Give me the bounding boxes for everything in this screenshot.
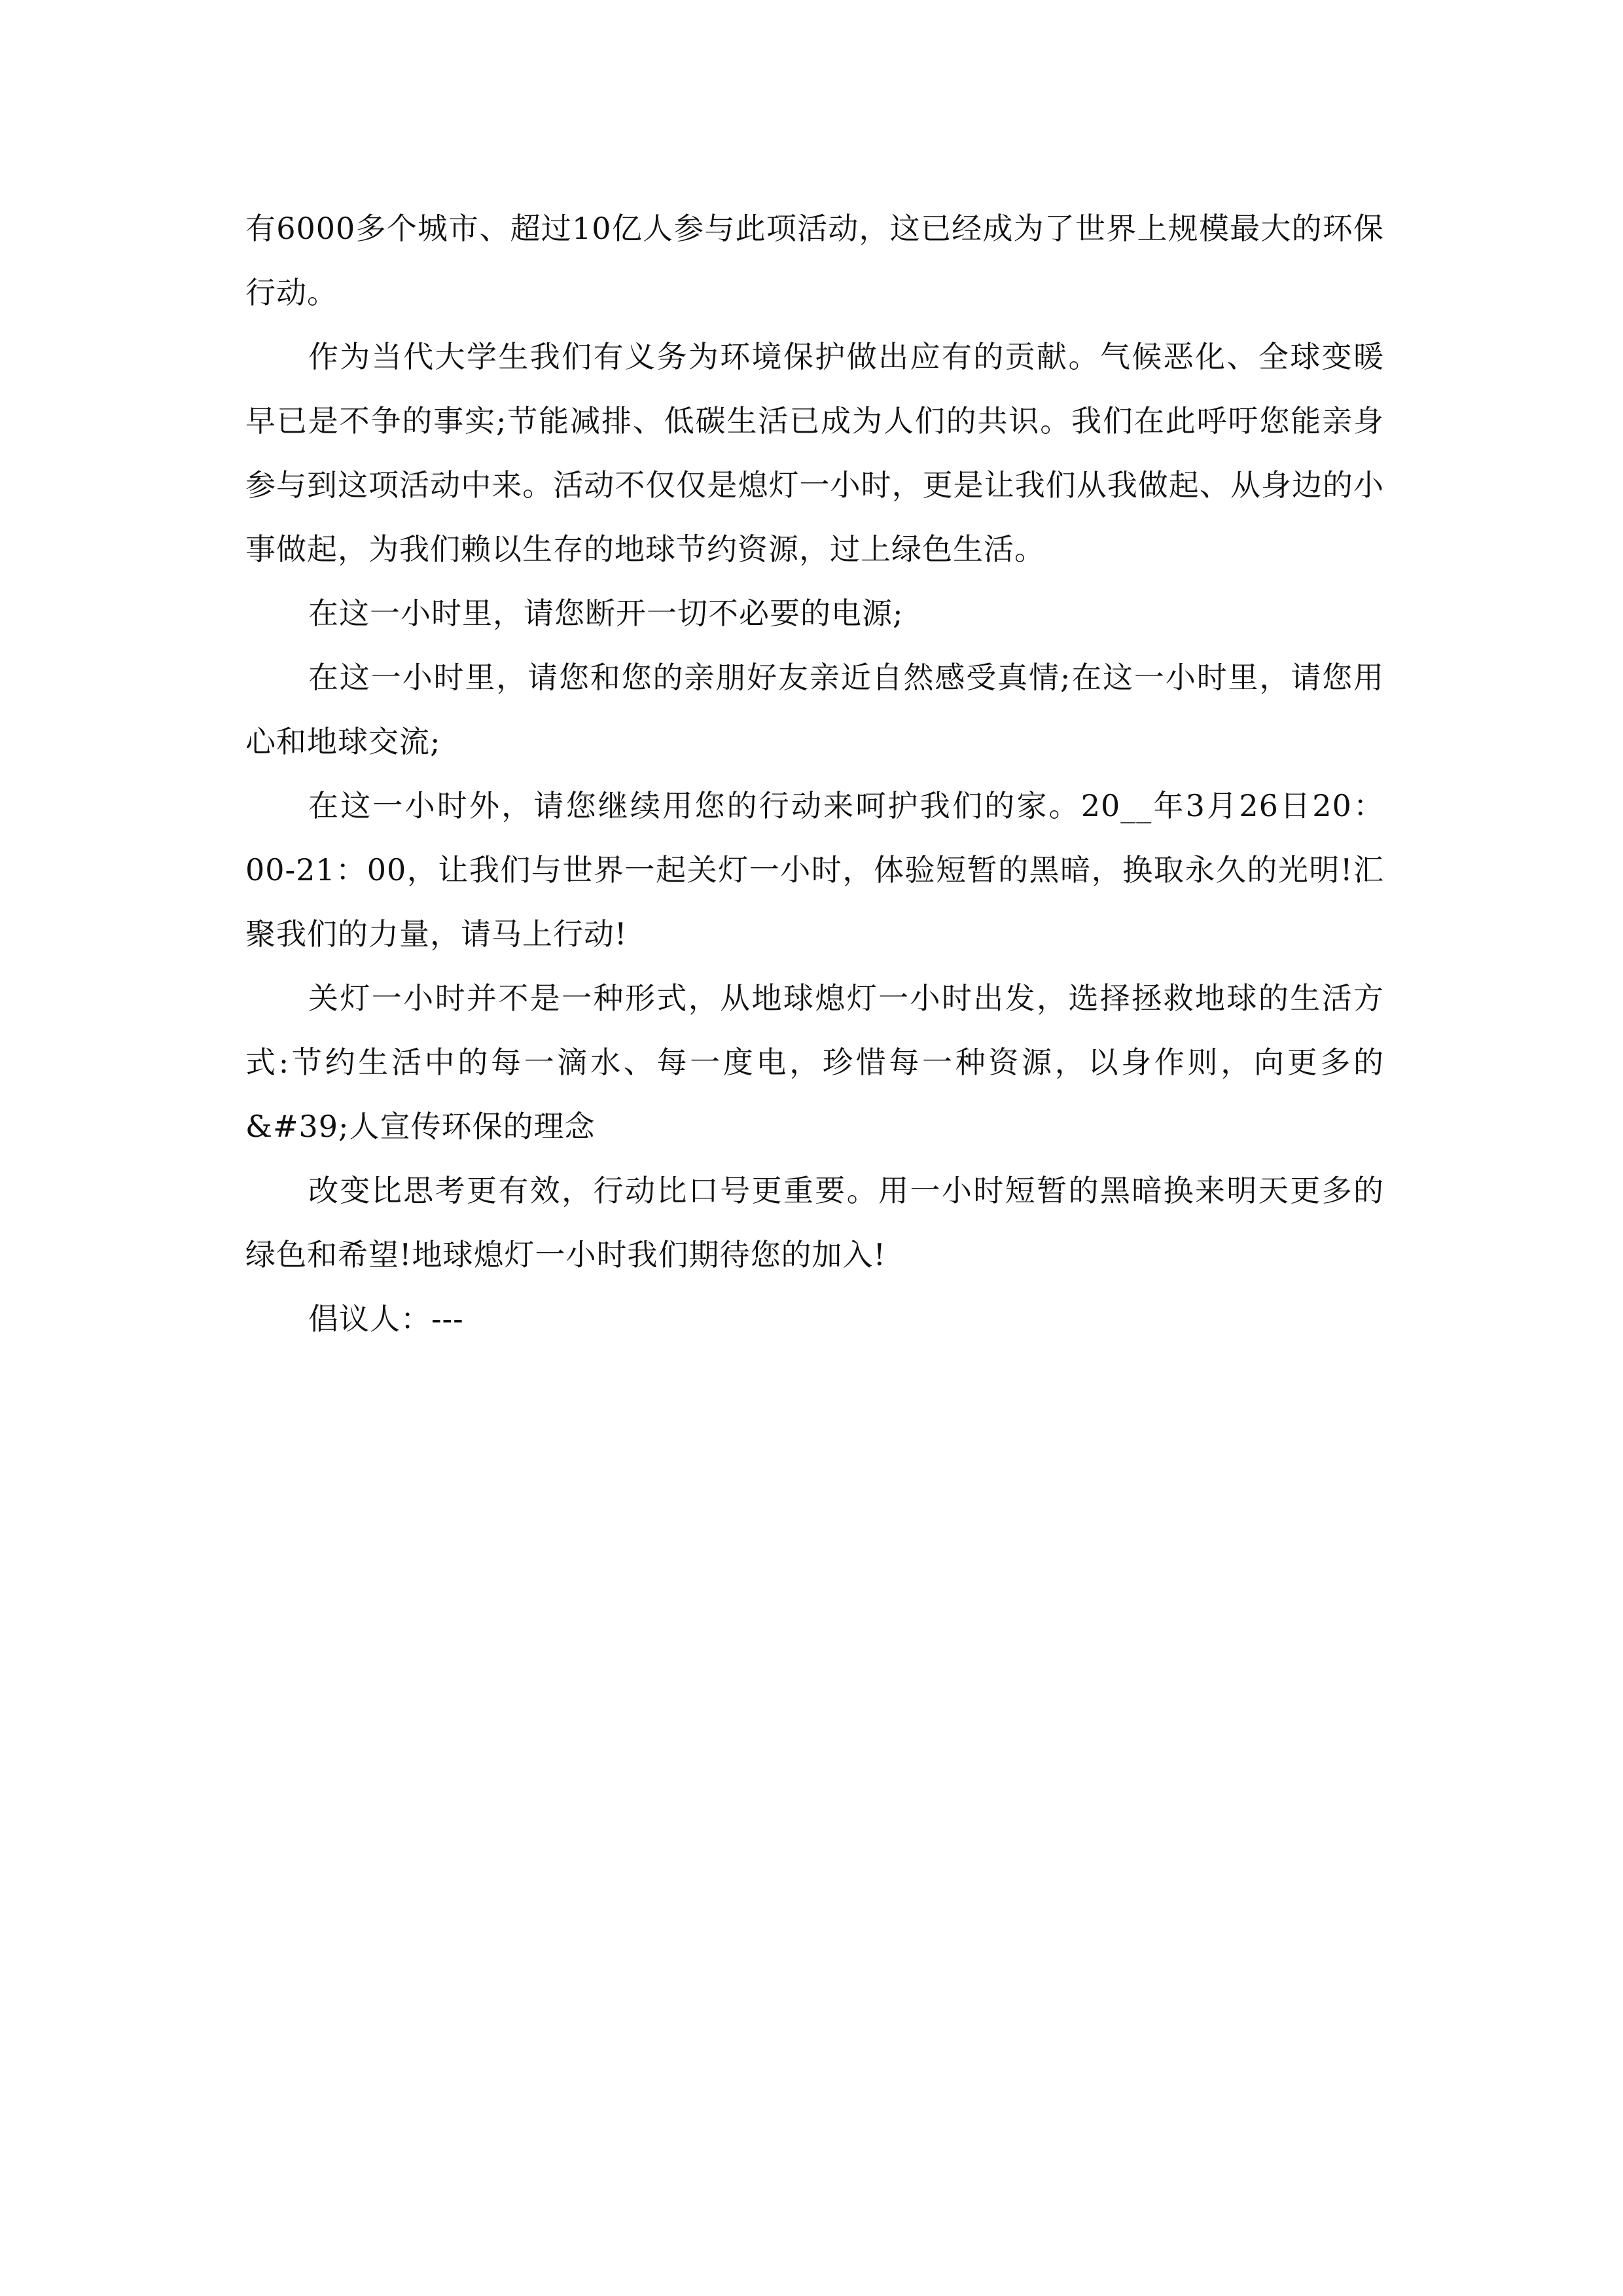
paragraph-change: 改变比思考更有效，行动比口号更重要。用一小时短暂的黑暗换来明天更多的绿色和希望!地球熄灯一小时我们期待您的加入! <box>245 1173 1384 1272</box>
paragraph-student-duty: 作为当代大学生我们有义务为环境保护做出应有的贡献。气候恶化、全球变暖早已是不争的事实;节能减排、低碳生活已成为人们的共识。我们在此呼吁您能亲身参与到这项活动中来。活动不仅仅是熄灯一小时，更是让我们从我做起、从身边的小事做起，为我们赖以生存的地球节约资源，过上绿色生活。 <box>245 339 1384 567</box>
paragraph-participation: 有6000多个城市、超过10亿人参与此项活动，这已经成为了世界上规模最大的环保行动。 <box>245 211 1384 310</box>
paragraph-call-to-action: 在这一小时外，请您继续用您的行动来呵护我们的家。20__年3月26日20：00-21：00，让我们与世界一起关灯一小时，体验短暂的黑暗，换取永久的光明!汇聚我们的力量，请马上行动! <box>245 788 1384 952</box>
paragraph-lifestyle: 关灯一小时并不是一种形式，从地球熄灯一小时出发，选择拯救地球的生活方式:节约生活中的每一滴水、每一度电，珍惜每一种资源，以身作则，向更多的&#39;人宣传环保的理念 <box>245 980 1384 1144</box>
paragraph-nature: 在这一小时里，请您和您的亲朋好友亲近自然感受真情;在这一小时里，请您用心和地球交流; <box>245 660 1384 759</box>
paragraph-initiator: 倡议人：--- <box>308 1301 464 1336</box>
document-body <box>245 196 1384 1351</box>
paragraph-power-off: 在这一小时里，请您断开一切不必要的电源; <box>308 596 904 631</box>
